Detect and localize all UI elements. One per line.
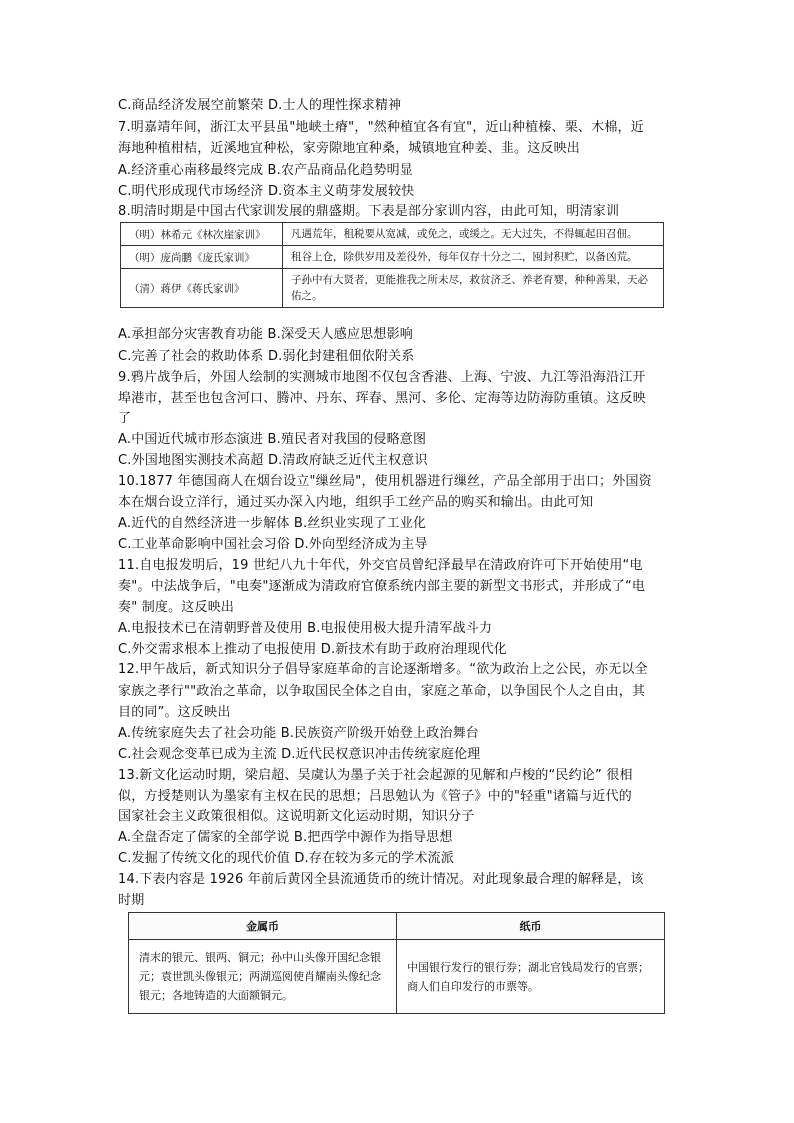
q10-options-ab: A.近代的自然经济进一步解体 B.丝织业实现了工业化	[118, 516, 427, 531]
q8-options-ab: A.承担部分灾害教育功能 B.深受天人感应思想影响	[118, 327, 413, 342]
table-cell-text: 租谷上仓，除供岁用及差役外，每年仅存十分之二，囤封积贮，以备凶荒。	[283, 246, 664, 269]
q11-options-ab: A.电报技术已在清朝野普及使用 B.电报使用极大提升清军战斗力	[118, 621, 493, 636]
q9-stem-line3: 了	[118, 411, 132, 426]
q11-stem-line3: 奏" 制度。这反映出	[118, 600, 235, 615]
table-cell-source: （清）蒋伊《蒋氏家训》	[121, 269, 283, 308]
q9-stem-line1: 9.鸦片战争后，外国人绘制的实测城市地图不仅包含香港、上海、宁波、九江等沿海沿江开	[118, 370, 646, 385]
q12-stem-line3: 目的同”。这反映出	[118, 705, 231, 720]
q9-options-ab: A.中国近代城市形态演进 B.殖民者对我国的侵略意图	[118, 432, 427, 447]
q11-stem-line1: 11.自电报发明后，19 世纪八九十年代，外交官员曾纪泽最早在清政府许可下开始使用“电	[118, 558, 643, 573]
column-header: 金属币	[129, 913, 397, 940]
q12-options-cd: C.社会观念变革已成为主流 D.近代民权意识冲击传统家庭伦理	[118, 747, 481, 762]
column-header: 纸币	[397, 913, 665, 940]
table-cell-paper-money: 中国银行发行的银行券；湖北官钱局发行的官票；商人们自印发行的市票等。	[397, 940, 665, 1014]
q11-stem-line2: 奏"。中法战争后，"电奏"逐渐成为清政府官僚系统内部主要的新型文书形式，并形成了“电	[118, 579, 646, 594]
q9-options-cd: C.外国地图实测技术高超 D.清政府缺乏近代主权意识	[118, 453, 428, 468]
q13-stem-line2: 似，方授楚则认为墨家有主权在民的思想；吕思勉认为《管子》中的"轻重"诸篇与近代的	[118, 789, 632, 804]
q12-stem-line2: 家族之孝行""政治之革命，以争取国民全体之自由，家庭之革命，以争国民个人之自由，其	[118, 684, 646, 699]
q12-stem-line1: 12.甲午战后，新式知识分子倡导家庭革命的言论逐渐增多。“欲为政治上之公民，亦无以全	[118, 662, 648, 677]
q10-stem-line1: 10.1877 年德国商人在烟台设立"缫丝局"，使用机器进行缫丝，产品全部用于出口；外国资	[118, 474, 652, 489]
q12-options-ab: A.传统家庭失去了社会功能 B.民族资产阶级开始登上政治舞台	[118, 726, 479, 741]
q13-stem-line1: 13.新文化运动时期，梁启超、吴虞认为墨子关于社会起源的见解和卢梭的“民约论” 很相	[118, 768, 633, 783]
q7-options-cd: C.明代形成现代市场经济 D.资本主义萌芽发展较快	[118, 184, 415, 199]
table-row	[121, 246, 664, 269]
q14-stem-line2: 时期	[118, 893, 145, 908]
q11-options-cd: C.外交需求根本上推动了电报使用 D.新技术有助于政府治理现代化	[118, 642, 507, 657]
q7-stem-line2: 海地种植柑桔，近溪地宜种松，家旁隙地宜种桑，城镇地宜种姜、韭。这反映出	[118, 141, 581, 156]
q7-stem-line1: 7.明嘉靖年间，浙江太平县虽"地峡土瘠"，"然种植宜各有宜"，近山种植榛、栗、木棉，近	[118, 120, 644, 135]
q10-stem-line2: 本在烟台设立洋行，通过买办深入内地，组织手工丝产品的购买和输出。由此可知	[118, 495, 594, 510]
table-row	[121, 223, 664, 246]
table-row	[121, 269, 664, 308]
table-cell-text: 子孙中有大贤者，更能推我之所未尽，救贫济乏、养老育婴，种种善果，天必佑之。	[283, 269, 664, 308]
table-cell-text: 凡遇荒年，租税要从宽减，或免之，或缓之。无大过失，不得辄起田召佃。	[283, 223, 664, 246]
table-cell-source: （明）林希元《林次崖家训》	[121, 223, 283, 246]
currency-table	[128, 912, 665, 1014]
q10-options-cd: C.工业革命影响中国社会习俗 D.外向型经济成为主导	[118, 537, 428, 552]
family-instructions-table	[120, 222, 664, 308]
q6-options-cd: C.商品经济发展空前繁荣 D.士人的理性探求精神	[118, 98, 402, 113]
q13-stem-line3: 国家社会主义政策很相似。这说明新文化运动时期，知识分子	[118, 809, 475, 824]
q8-options-cd: C.完善了社会的救助体系 D.弱化封建租佃依附关系	[118, 349, 415, 364]
q13-options-cd: C.发掘了传统文化的现代价值 D.存在较为多元的学术流派	[118, 851, 455, 866]
q13-options-ab: A.全盘否定了儒家的全部学说 B.把西学中源作为指导思想	[118, 830, 453, 845]
q14-stem-line1: 14.下表内容是 1926 年前后黄冈全县流通货币的统计情况。对此现象最合理的解释是，该	[118, 872, 644, 887]
q9-stem-line2: 埠港市，甚至也包含河口、腾冲、丹东、珲春、黑河、多伦、定海等边防海防重镇。这反映	[118, 391, 647, 406]
q8-stem: 8.明清时期是中国古代家训发展的鼎盛期。下表是部分家训内容，由此可知，明清家训	[118, 204, 620, 219]
table-header-row	[129, 913, 665, 940]
q7-options-ab: A.经济重心南移最终完成 B.农产品商品化趋势明显	[118, 163, 413, 178]
table-cell-metal-coins: 清末的银元、银两、铜元；孙中山头像开国纪念银元；袁世凯头像银元；两湖巡阅使肖耀南头像纪念银元；各地铸造的大面额铜元。	[129, 940, 397, 1014]
table-cell-source: （明）庞尚鹏《庞氏家训》	[121, 246, 283, 269]
table-row	[129, 940, 665, 1014]
